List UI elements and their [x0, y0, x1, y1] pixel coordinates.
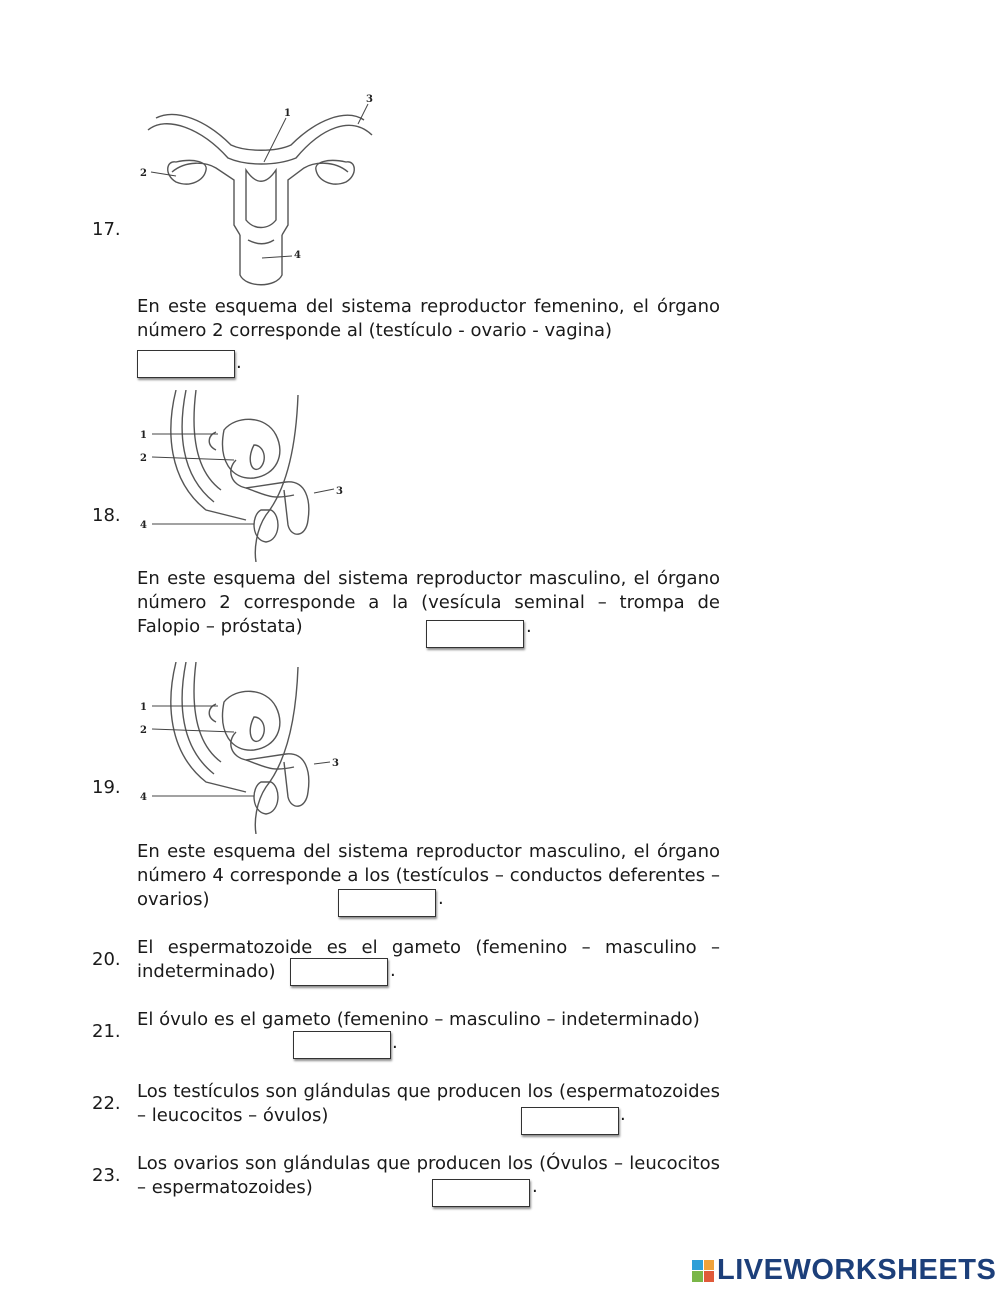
answer-box-19[interactable]: [338, 889, 436, 917]
answer-box-17[interactable]: [137, 350, 235, 378]
question-text: Los ovarios son glándulas que producen los (Óvulos – leucocitos – espermatozoides): [137, 1153, 720, 1198]
answer-input[interactable]: [138, 351, 234, 377]
answer-box-18[interactable]: [426, 620, 524, 648]
label-4: 4: [294, 250, 301, 261]
label-1: 1: [140, 702, 147, 713]
question-text: El óvulo es el gameto (femenino – masculino – indeterminado): [137, 1009, 700, 1030]
period: .: [526, 616, 532, 637]
answer-box-21[interactable]: [293, 1031, 391, 1059]
answer-box-23[interactable]: [432, 1179, 530, 1207]
period: .: [532, 1176, 538, 1197]
question-text: En este esquema del sistema reproductor masculino, el órgano número 4 corresponde a los (testículos – conductos deferentes – ovarios): [137, 841, 720, 910]
label-4: 4: [140, 520, 147, 531]
answer-input[interactable]: [339, 890, 435, 916]
answer-input[interactable]: [522, 1108, 618, 1134]
period: .: [236, 352, 242, 373]
label-2: 2: [140, 168, 147, 179]
question-number: 19.: [92, 777, 121, 798]
brand-name: LIVEWORKSHEETS: [717, 1254, 997, 1286]
question-number: 18.: [92, 505, 121, 526]
question-text: En este esquema del sistema reproductor masculino, el órgano número 2 corresponde a la (vesícula seminal – trompa de Falopio – próstata): [137, 568, 720, 637]
male-reproductive-diagram: [136, 662, 356, 834]
question-number: 23.: [92, 1165, 121, 1186]
question-number: 20.: [92, 949, 121, 970]
question-text: En este esquema del sistema reproductor femenino, el órgano número 2 corresponde al (testículo - ovario - vagina): [137, 296, 720, 341]
period: .: [390, 960, 396, 981]
period: .: [392, 1032, 398, 1053]
label-1: 1: [284, 108, 291, 119]
label-2: 2: [140, 725, 147, 736]
question-text: Los testículos son glándulas que producen los (espermatozoides – leucocitos – óvulos): [137, 1081, 720, 1126]
label-2: 2: [140, 453, 147, 464]
female-reproductive-diagram: [136, 90, 386, 295]
period: .: [620, 1104, 626, 1125]
brand-mark-icon: [692, 1260, 714, 1282]
label-4: 4: [140, 792, 147, 803]
answer-input[interactable]: [294, 1032, 390, 1058]
label-3: 3: [366, 94, 373, 105]
question-number: 21.: [92, 1021, 121, 1042]
label-3: 3: [336, 486, 343, 497]
question-number: 22.: [92, 1093, 121, 1114]
liveworksheets-logo[interactable]: [692, 1254, 996, 1287]
label-3: 3: [332, 758, 339, 769]
label-1: 1: [140, 430, 147, 441]
male-reproductive-diagram: [136, 390, 356, 562]
answer-input[interactable]: [433, 1180, 529, 1206]
question-text: El espermatozoide es el gameto (femenino – masculino – indeterminado): [137, 937, 720, 982]
period: .: [438, 888, 444, 909]
answer-box-22[interactable]: [521, 1107, 619, 1135]
answer-input[interactable]: [427, 621, 523, 647]
answer-input[interactable]: [291, 959, 387, 985]
answer-box-20[interactable]: [290, 958, 388, 986]
question-number: 17.: [92, 219, 121, 240]
